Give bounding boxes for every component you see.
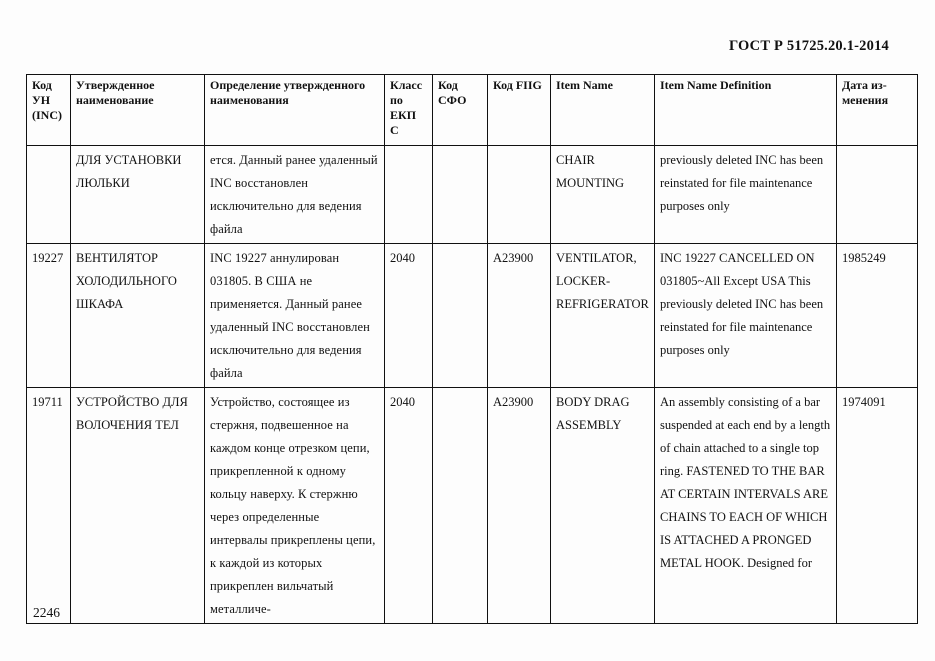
cell-change-date: 1985249 — [837, 244, 918, 388]
cell-item-name-definition: An assembly consisting of a bar suspended at each end by a length of chain attached to a single top ring. FASTENED TO THE BAR AT CERTAIN INTERVALS ARE CHAINS TO EACH OF WHICH IS ATTACHED A PRONGED METAL HOOK. Designed for — [655, 388, 837, 624]
cell-item-name-definition: previously deleted INC has been reinstated for file maintenance purposes only — [655, 146, 837, 244]
table-header-row — [27, 75, 918, 146]
cell-definition: Устройство, состоящее из стержня, подвешенное на каждом конце отрезком цепи, прикрепленной к одному кольцу наверху. К стержню через определенные интервалы прикреплены цепи, к каждой из которых прикреплен вильчатый металличе- — [205, 388, 385, 624]
cell-definition: INC 19227 аннулирован 031805. В США не применяется. Данный ранее удаленный INC восстановлен исключительно для ведения файла — [205, 244, 385, 388]
cell-change-date: 1974091 — [837, 388, 918, 624]
cell-fsc-class: 2040 — [385, 244, 433, 388]
cell-approved-name: ДЛЯ УСТАНОВКИ ЛЮЛЬКИ — [71, 146, 205, 244]
document-code: ГОСТ Р 51725.20.1-2014 — [728, 38, 889, 54]
header-inc: Код УН (INC) — [27, 75, 71, 146]
table-row — [27, 244, 918, 388]
header-sfo-code: Код СФО — [433, 75, 488, 146]
cell-inc: 19711 — [27, 388, 71, 624]
cell-fsc-class — [385, 146, 433, 244]
cell-item-name: VENTILATOR, LOCKER-REFRIGERATOR — [551, 244, 655, 388]
page-number: 2246 — [33, 605, 60, 620]
header-approved-name: Утвержденное наименование — [71, 75, 205, 146]
header-fiig-code: Код FIIG — [488, 75, 551, 146]
table-row — [27, 388, 918, 624]
cell-sfo-code — [433, 388, 488, 624]
cell-fiig-code: A23900 — [488, 244, 551, 388]
header-item-name: Item Name — [551, 75, 655, 146]
cell-sfo-code — [433, 146, 488, 244]
cell-item-name-definition: INC 19227 CANCELLED ON 031805~All Except USA This previously deleted INC has been reinstated for file maintenance purposes only — [655, 244, 837, 388]
cell-change-date — [837, 146, 918, 244]
cell-item-name: BODY DRAG ASSEMBLY — [551, 388, 655, 624]
header-change-date: Дата из-менения — [837, 75, 918, 146]
cell-sfo-code — [433, 244, 488, 388]
header-fsc-class: Класс по ЕКП С — [385, 75, 433, 146]
cell-fiig-code: A23900 — [488, 388, 551, 624]
table-row — [27, 146, 918, 244]
cell-item-name: CHAIR MOUNTING — [551, 146, 655, 244]
header-definition: Определение утвержденного наименования — [205, 75, 385, 146]
cell-inc: 19227 — [27, 244, 71, 388]
cell-inc — [27, 146, 71, 244]
cell-approved-name: ВЕНТИЛЯТОР ХОЛОДИЛЬНОГО ШКАФА — [71, 244, 205, 388]
header-item-name-definition: Item Name Definition — [655, 75, 837, 146]
cell-approved-name: УСТРОЙСТВО ДЛЯ ВОЛОЧЕНИЯ ТЕЛ — [71, 388, 205, 624]
cell-fiig-code — [488, 146, 551, 244]
cell-fsc-class: 2040 — [385, 388, 433, 624]
cell-definition: ется. Данный ранее удаленный INC восстановлен исключительно для ведения файла — [205, 146, 385, 244]
classification-table — [26, 74, 918, 624]
